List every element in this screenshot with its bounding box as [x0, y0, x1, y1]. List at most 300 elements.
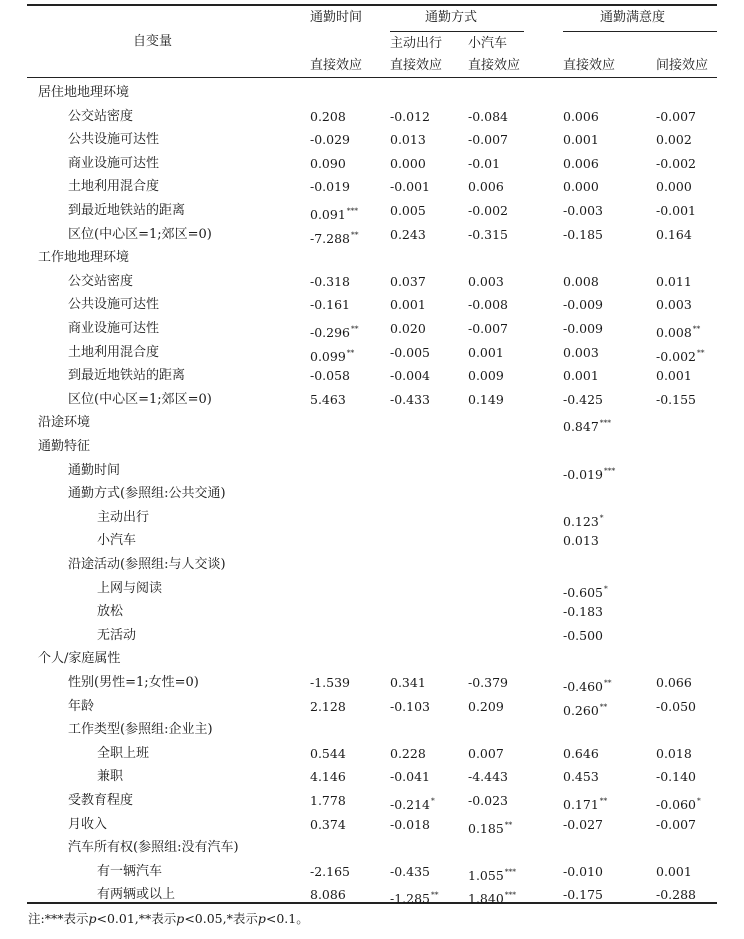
direct-effect-header: 直接效应 [310, 58, 363, 73]
table-cell [563, 274, 599, 290]
table-row [0, 604, 744, 627]
cell-value: 0.646 [563, 745, 599, 761]
table-cell [468, 321, 508, 337]
table-cell [310, 887, 346, 903]
table-row [0, 227, 744, 250]
table-cell [656, 864, 692, 880]
cell-value: 0.002 [656, 132, 692, 148]
row-label: 性别(男性=1;女性=0) [68, 675, 199, 690]
cell-value: 0.164 [656, 226, 692, 242]
cell-value: 0.066 [656, 675, 692, 690]
table-cell [310, 132, 350, 148]
cell-value: 0.001 [390, 297, 426, 313]
significance-marker: ** [346, 347, 355, 357]
cell-value: -0.012 [390, 108, 431, 124]
table-cell [390, 746, 426, 762]
significance-marker: * [697, 796, 701, 805]
cell-value: 0.000 [656, 179, 692, 195]
cell-value: 0.341 [390, 675, 426, 690]
table-cell [563, 864, 603, 880]
table-cell [563, 746, 599, 762]
table-cell [310, 227, 359, 247]
cell-value: 0.001 [656, 368, 692, 384]
table-cell [310, 109, 346, 125]
table-cell [310, 156, 346, 172]
table-cell [656, 203, 696, 219]
satisfaction-header: 通勤满意度 [600, 10, 666, 25]
row-label: 公交站密度 [68, 108, 134, 124]
cell-value: -1.539 [310, 675, 351, 690]
table-cell [656, 156, 696, 172]
table-cell [310, 345, 354, 365]
table-cell [468, 203, 508, 219]
cell-value: 0.006 [563, 108, 599, 124]
table-cell [468, 179, 504, 195]
table-cell [390, 793, 435, 813]
table-cell [656, 392, 696, 408]
cell-value: -0.007 [656, 108, 697, 124]
cell-value: -0.140 [656, 769, 697, 785]
cell-value: -0.019 [310, 179, 351, 195]
table-cell [468, 817, 512, 837]
table-row [0, 463, 744, 486]
table-cell [310, 675, 350, 691]
table-cell [656, 746, 692, 762]
table-row [0, 486, 744, 509]
row-label: 上网与阅读 [97, 580, 163, 596]
cell-value: 0.005 [390, 203, 426, 218]
row-label: 公共设施可达性 [68, 297, 160, 313]
cell-value: 0.099 [310, 348, 346, 364]
cell-value: -0.002 [656, 155, 697, 171]
table-cell [656, 297, 692, 313]
cell-value: 0.001 [656, 863, 692, 879]
direct-effect-header: 直接效应 [390, 58, 443, 73]
table-cell [563, 203, 603, 219]
table-row [0, 392, 744, 415]
cell-value: -0.315 [468, 226, 509, 242]
cell-value: -0.379 [468, 675, 509, 690]
table-cell [563, 817, 603, 833]
cell-value: 0.020 [390, 321, 426, 336]
table-cell [656, 321, 700, 341]
cell-value: -0.185 [563, 226, 604, 242]
cell-value: -0.288 [656, 887, 697, 903]
table-row [0, 533, 744, 556]
cell-value: 0.374 [310, 816, 346, 832]
table-row [0, 415, 744, 438]
cell-value: -7.288 [310, 230, 351, 246]
table-cell [468, 368, 504, 384]
cell-value: -0.002 [656, 348, 697, 364]
table-row [0, 203, 744, 226]
cell-value: -0.027 [563, 816, 604, 832]
significance-marker: * [604, 583, 608, 593]
row-label: 商业设施可达性 [68, 155, 160, 171]
table-row [0, 85, 744, 108]
significance-marker: ** [697, 347, 705, 357]
table-cell [390, 699, 430, 715]
table-cell [390, 392, 430, 408]
footnote-p: p [88, 911, 97, 926]
cell-value: -0.001 [390, 179, 431, 195]
row-label: 主动出行 [97, 509, 150, 525]
cell-value: 1.055 [468, 867, 504, 883]
cell-value: -0.183 [563, 604, 604, 620]
cell-value: -0.023 [468, 793, 509, 808]
cell-value: 0.243 [390, 226, 426, 242]
cell-value: 1.778 [310, 793, 346, 808]
row-label: 到最近地铁站的距离 [68, 368, 186, 384]
cell-value: 0.013 [390, 132, 426, 148]
table-cell [390, 887, 439, 907]
footnote-text: 表示 [151, 911, 177, 926]
cell-value: 0.847 [563, 419, 599, 435]
table-cell [656, 769, 696, 785]
row-label: 通勤时间 [68, 462, 121, 478]
significance-marker: ** [692, 324, 701, 333]
table-cell [656, 817, 696, 833]
row-label: 兼职 [97, 769, 124, 785]
cell-value: 0.000 [563, 179, 599, 195]
cell-value: 2.128 [310, 698, 346, 714]
cell-value: -0.018 [390, 816, 431, 832]
row-label: 沿途活动(参照组:与人交谈) [68, 557, 226, 572]
table-row [0, 297, 744, 320]
cell-value: 4.146 [310, 769, 346, 785]
significance-marker: *** [504, 866, 517, 876]
footnote [28, 909, 309, 927]
cell-value: -0.041 [390, 769, 431, 785]
table-row [0, 746, 744, 769]
table-cell [390, 321, 426, 337]
table-row [0, 368, 744, 391]
table-cell [656, 345, 705, 365]
table-cell [563, 321, 603, 337]
indirect-effect-header: 间接效应 [656, 58, 709, 73]
table-cell [656, 227, 692, 243]
cell-value: -0.296 [310, 325, 351, 340]
cell-value: -0.425 [563, 391, 604, 407]
footnote-value: <0.05, [184, 911, 227, 926]
row-label: 通勤方式(参照组:公共交通) [68, 486, 226, 502]
cell-value: -0.003 [563, 203, 604, 218]
cell-value: 0.008 [656, 325, 692, 340]
table-cell [656, 274, 692, 290]
table-cell [656, 699, 696, 715]
table-cell [563, 179, 599, 195]
cell-value: 1.840 [468, 891, 504, 907]
cell-value: -0.029 [310, 132, 351, 148]
table-cell [390, 864, 430, 880]
cell-value: 0.091 [310, 207, 346, 222]
footnote-value: <0.01, [96, 911, 139, 926]
table-cell [563, 675, 612, 695]
cell-value: -0.500 [563, 627, 604, 643]
table-row [0, 840, 744, 863]
row-label: 无活动 [97, 627, 137, 643]
cell-value: 0.001 [468, 344, 504, 360]
cell-value: 0.009 [468, 368, 504, 384]
cell-value: -0.214 [390, 797, 431, 812]
direct-effect-header: 直接效应 [468, 58, 521, 73]
table-cell [468, 793, 508, 809]
row-label: 受教育程度 [68, 793, 134, 808]
table-cell [468, 699, 504, 715]
table-cell [310, 864, 350, 880]
table-cell [563, 463, 615, 483]
table-cell [563, 132, 599, 148]
table-cell [310, 321, 359, 341]
commute-mode-subrule [390, 31, 524, 32]
cell-value: 0.001 [563, 132, 599, 148]
footnote-text: 表示 [232, 911, 258, 926]
table-cell [656, 887, 696, 903]
cell-value: 0.090 [310, 155, 346, 171]
table-cell [468, 887, 516, 907]
table-cell [563, 415, 611, 435]
significance-marker: * [431, 796, 435, 805]
cell-value: -0.008 [468, 297, 509, 313]
cell-value: -0.019 [563, 466, 604, 482]
row-label: 公共设施可达性 [68, 132, 160, 148]
cell-value: -0.433 [390, 391, 431, 407]
table-cell [563, 368, 599, 384]
table-cell [563, 510, 604, 530]
table-row [0, 274, 744, 297]
footnote-p: p [257, 911, 266, 926]
cell-value: 5.463 [310, 391, 346, 407]
cell-value: 0.037 [390, 273, 426, 289]
table-cell [656, 368, 692, 384]
table-cell [390, 274, 426, 290]
table-row [0, 793, 744, 816]
cell-value: -0.002 [468, 203, 509, 218]
table-row [0, 109, 744, 132]
table-row [0, 439, 744, 462]
table-row [0, 510, 744, 533]
table-cell [563, 109, 599, 125]
table-cell [310, 817, 346, 833]
cell-value: -0.009 [563, 297, 604, 313]
cell-value: 0.123 [563, 513, 599, 529]
row-label: 有一辆汽车 [97, 863, 163, 879]
table-cell [310, 769, 346, 785]
footnote-p: p [176, 911, 185, 926]
table-row [0, 817, 744, 840]
cell-value: 0.003 [468, 273, 504, 289]
table-cell [468, 274, 504, 290]
table-cell [563, 533, 599, 549]
table-cell [468, 109, 508, 125]
table-cell [468, 864, 516, 884]
table-row [0, 628, 744, 651]
table-cell [468, 297, 508, 313]
cell-value: -0.175 [563, 887, 604, 903]
footnote-text: 表示 [63, 911, 89, 926]
row-label: 通勤特征 [38, 439, 91, 454]
table-cell [390, 132, 426, 148]
header-rule [27, 77, 717, 78]
table-cell [468, 345, 504, 361]
row-label: 工作地地理环境 [38, 250, 130, 266]
cell-value: 0.228 [390, 745, 426, 761]
table-row [0, 132, 744, 155]
table-cell [390, 109, 430, 125]
table-row [0, 557, 744, 580]
table-row [0, 651, 744, 674]
table-cell [563, 793, 607, 813]
table-cell [563, 297, 603, 313]
table-cell [468, 769, 508, 785]
table-cell [468, 156, 500, 172]
table-row [0, 675, 744, 698]
row-label: 个人/家庭属性 [38, 651, 121, 667]
table-cell [310, 746, 346, 762]
commute-mode-header: 通勤方式 [425, 10, 478, 25]
table-cell [390, 179, 430, 195]
cell-value: -1.285 [390, 891, 431, 907]
significance-marker: ** [351, 324, 359, 333]
row-label: 月收入 [68, 816, 108, 832]
table-cell [656, 132, 692, 148]
row-label: 公交站密度 [68, 273, 134, 289]
table-row [0, 769, 744, 792]
cell-value: 0.003 [656, 297, 692, 313]
footnote-sig3: *** [44, 911, 64, 926]
row-label: 区位(中心区=1;郊区=0) [68, 391, 212, 407]
significance-marker: ** [599, 796, 608, 805]
cell-value: 0.208 [310, 108, 346, 124]
table-cell [468, 746, 504, 762]
table-row [0, 250, 744, 273]
footnote-value: <0.1。 [265, 911, 309, 926]
cell-value: -0.004 [390, 368, 431, 384]
table-cell [563, 227, 603, 243]
cell-value: 0.007 [468, 745, 504, 761]
significance-marker: ** [431, 890, 439, 900]
row-label: 小汽车 [97, 533, 137, 549]
cell-value: -0.007 [468, 321, 509, 336]
significance-marker: *** [346, 206, 359, 215]
cell-value: 0.260 [563, 702, 599, 718]
table-cell [563, 345, 599, 361]
table-cell [390, 675, 426, 691]
table-cell [310, 392, 346, 408]
row-label: 商业设施可达性 [68, 321, 160, 336]
cell-value: 0.453 [563, 769, 599, 785]
table-cell [310, 274, 350, 290]
table-row [0, 156, 744, 179]
table-cell [563, 392, 603, 408]
cell-value: 0.003 [563, 344, 599, 360]
table-cell [390, 156, 426, 172]
cell-value: -4.443 [468, 769, 509, 785]
row-label: 沿途环境 [38, 415, 91, 431]
cell-value: 0.006 [468, 179, 504, 195]
cell-value: 0.018 [656, 745, 692, 761]
row-label: 有两辆或以上 [97, 887, 176, 903]
car-header: 小汽车 [468, 36, 508, 51]
table-row [0, 699, 744, 722]
table-row [0, 722, 744, 745]
commute-time-header: 通勤时间 [310, 10, 363, 25]
table-cell [310, 368, 350, 384]
active-travel-header: 主动出行 [390, 36, 443, 51]
significance-marker: *** [604, 465, 616, 475]
table-row [0, 179, 744, 202]
row-label: 土地利用混合度 [68, 344, 160, 360]
cell-value: -0.010 [563, 863, 604, 879]
cell-value: 0.008 [563, 273, 599, 289]
significance-marker: *** [599, 418, 612, 428]
cell-value: 0.000 [390, 155, 426, 171]
cell-value: -0.084 [468, 108, 509, 124]
table-cell [656, 109, 696, 125]
table-cell [563, 699, 607, 719]
table-cell [390, 203, 426, 219]
direct-effect-header: 直接效应 [563, 58, 616, 73]
table-cell [310, 699, 346, 715]
cell-value: -0.103 [390, 698, 431, 714]
cell-value: -0.161 [310, 297, 351, 313]
table-cell [390, 769, 430, 785]
significance-marker: ** [604, 678, 612, 687]
cell-value: -2.165 [310, 863, 351, 879]
cell-value: -0.01 [468, 155, 501, 171]
row-label: 汽车所有权(参照组:没有汽车) [68, 840, 239, 856]
table-cell [656, 179, 692, 195]
cell-value: -0.001 [656, 203, 697, 218]
table-row [0, 345, 744, 368]
cell-value: 0.006 [563, 155, 599, 171]
cell-value: 0.001 [563, 368, 599, 384]
cell-value: -0.060 [656, 797, 697, 812]
table-cell [563, 887, 603, 903]
table-cell [468, 227, 508, 243]
cell-value: -0.050 [656, 698, 697, 714]
row-label: 全职上班 [97, 745, 150, 761]
table-row [0, 321, 744, 344]
table-cell [310, 793, 346, 809]
cell-value: 0.185 [468, 820, 504, 836]
satisfaction-subrule [563, 31, 717, 32]
table-cell [390, 817, 430, 833]
footnote-sig1: * [226, 911, 233, 926]
cell-value: -0.435 [390, 863, 431, 879]
cell-value: 0.544 [310, 745, 346, 761]
row-label: 年龄 [68, 698, 95, 714]
cell-value: 0.011 [656, 273, 692, 289]
row-label: 放松 [97, 604, 124, 620]
table-cell [656, 793, 701, 813]
cell-value: -0.605 [563, 584, 604, 600]
table-cell [563, 769, 599, 785]
table-cell [563, 581, 608, 601]
table-cell [310, 297, 350, 313]
cell-value: -0.005 [390, 344, 431, 360]
table-cell [390, 297, 426, 313]
table-cell [656, 675, 692, 691]
row-label: 居住地地理环境 [38, 85, 130, 100]
cell-value: -0.007 [656, 816, 697, 832]
row-label: 土地利用混合度 [68, 179, 160, 195]
significance-marker: *** [504, 890, 517, 900]
table-row [0, 864, 744, 887]
footnote-prefix: 注: [28, 911, 45, 926]
table-cell [390, 227, 426, 243]
table-cell [563, 604, 603, 620]
